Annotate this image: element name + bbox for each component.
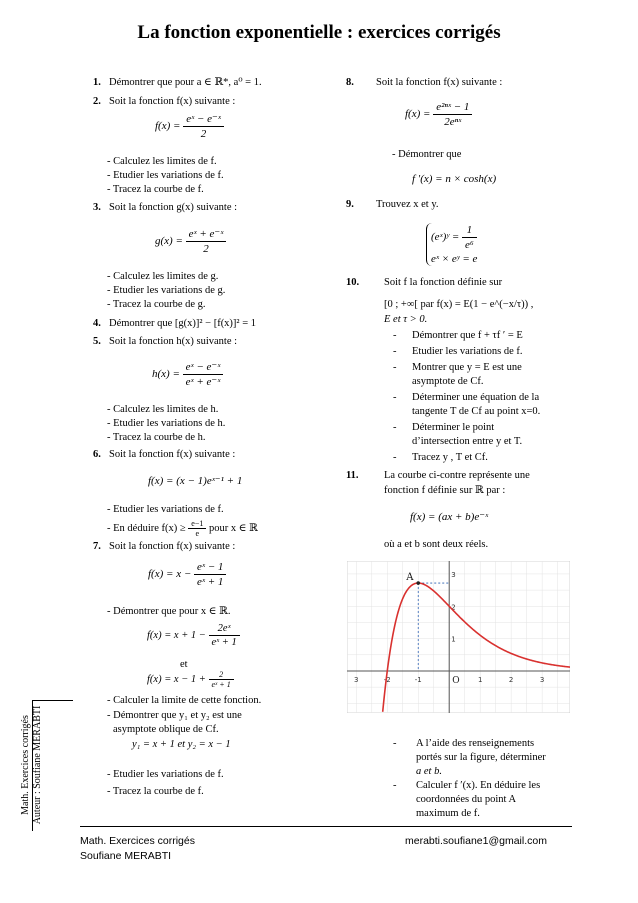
ex8-formula-2: f ′(x) = n × cosh(x) — [412, 173, 497, 185]
ex2-formula-den: 2 — [200, 128, 207, 140]
ex3-bullet-1: - Calculez les limites de g. — [107, 271, 219, 282]
ex11-dash-2: - — [393, 780, 397, 791]
ex2-bullet-2: - Etudier les variations de f. — [107, 170, 224, 181]
ex5-bullet-1: - Calculez les limites de h. — [107, 404, 219, 415]
ex10 — [346, 276, 502, 289]
ex11-formula: f(x) = (ax + b)e⁻ˣ — [410, 511, 489, 523]
ex7-form-2-den: eˣ + 1 — [211, 680, 231, 689]
footer-left-2: Soufiane MERABTI — [80, 850, 172, 862]
ex3-number: 3. — [93, 202, 101, 213]
ex10-dash-1: - — [393, 330, 397, 341]
ex2-number: 2. — [93, 96, 101, 107]
ex6-frac-den: e — [195, 529, 200, 538]
ex9-eq-1-num: 1 — [462, 223, 477, 238]
ex2-formula-lhs: f(x) = — [155, 120, 181, 133]
x-tick-label: 1 — [477, 675, 483, 684]
ex10-line-3: E et τ > 0. — [384, 314, 428, 325]
sidebar — [14, 700, 74, 830]
x-tick-label: 3 — [539, 675, 545, 684]
ex3 — [93, 201, 237, 214]
ex2-bullet-3: - Tracez la courbe de f. — [107, 184, 204, 195]
ex1-number: 1. — [93, 77, 101, 88]
ex7-bullet-2: - Calculer la limite de cette fonction. — [107, 695, 262, 706]
ex6-frac-num: e−1 — [188, 519, 206, 529]
footer-divider — [80, 826, 572, 827]
ex6-bullet-2-b: pour x ∈ ℝ — [208, 522, 258, 534]
sidebar-text — [20, 700, 44, 830]
ex7-bullet-5: - Tracez la courbe de f. — [107, 786, 204, 797]
ex10-bullet-1: Démontrer que f + τf ′ = E — [412, 330, 523, 341]
ex10-dash-3: - — [393, 362, 397, 373]
ex7 — [93, 540, 235, 553]
ex2-formula-num: eˣ − e⁻ˣ — [183, 112, 224, 127]
ex9 — [346, 198, 439, 211]
ex10-bullet-2: Etudier les variations de f. — [412, 346, 523, 357]
ex9-text: Trouvez x et y. — [376, 199, 439, 210]
ex4 — [93, 317, 256, 330]
ex3-bullet-3: - Tracez la courbe de g. — [107, 299, 206, 310]
ex4-number: 4. — [93, 318, 101, 329]
ex10-number: 10. — [346, 277, 360, 288]
function-graph — [347, 561, 570, 713]
ex9-eq-1-den: e⁶ — [465, 239, 474, 251]
ex5-number: 5. — [93, 336, 101, 347]
ex11-line-2: fonction f définie sur ℝ par : — [384, 485, 506, 496]
graph-frame — [347, 561, 570, 713]
ex7-form-1 — [147, 622, 240, 649]
ex7-et: et — [180, 659, 188, 670]
ex5-formula-lhs: h(x) = — [152, 368, 180, 381]
ex11-bullet-2: Calculer f ′(x). En déduire les — [416, 780, 541, 791]
ex11-bullet-2c: maximum de f. — [416, 808, 480, 819]
ex5-text: Soit la fonction h(x) suivante : — [109, 336, 238, 347]
ex7-formula — [148, 560, 226, 589]
ex7-formula-num: eˣ − 1 — [194, 560, 226, 575]
sidebar-line-2: Auteur : Soufiane MERABTI — [32, 705, 43, 825]
ex9-eq-2: eˣ × eʸ = e — [431, 253, 478, 265]
ex11-line-3: où a et b sont deux réels. — [384, 539, 489, 550]
ex6-bullet-1: - Etudier les variations de f. — [107, 504, 224, 515]
ex9-system — [426, 223, 477, 266]
ex8-formula — [405, 100, 472, 129]
ex3-text: Soit la fonction g(x) suivante : — [109, 202, 238, 213]
ex10-dash-2: - — [393, 346, 397, 357]
page-title: La fonction exponentielle : exercices corrigés — [137, 22, 501, 43]
ex8 — [346, 76, 502, 89]
ex11-bullet-1b: portés sur la figure, déterminer — [416, 752, 546, 763]
ex7-form-2 — [147, 670, 234, 689]
ex5 — [93, 335, 237, 348]
x-tick-label: 3 — [354, 675, 359, 684]
ex10-bullet-3b: asymptote de Cf. — [412, 376, 484, 387]
ex6-number: 6. — [93, 449, 101, 460]
ex11-bullet-2b: coordonnées du point A — [416, 794, 517, 805]
ex10-dash-5: - — [393, 422, 397, 433]
ex11-line-1: La courbe ci-contre représente une — [384, 470, 530, 481]
ex3-formula-lhs: g(x) = — [155, 235, 183, 248]
ex11-dash-1: - — [393, 738, 397, 749]
point-a-marker — [416, 581, 420, 585]
ex6-bullet-2 — [107, 519, 258, 538]
ex6-formula: f(x) = (x − 1)eˣ⁻¹ + 1 — [148, 475, 243, 487]
origin-label: O — [452, 675, 460, 686]
ex8-number: 8. — [346, 77, 354, 88]
ex8-formula-num: e²ⁿˣ − 1 — [433, 100, 472, 115]
ex11-number: 11. — [346, 470, 359, 481]
ex1-text: Démontrer que pour a ∈ ℝ*, a⁰ = 1. — [109, 77, 262, 88]
ex8-formula-den: 2eⁿˣ — [444, 116, 462, 128]
ex10-bullet-3: Montrer que y = E est une — [412, 362, 522, 373]
ex8-text: Soit la fonction f(x) suivante : — [376, 77, 503, 88]
sidebar-line-1: Math. Exercices corrigés — [20, 715, 31, 815]
ex5-bullet-3: - Tracez la courbe de h. — [107, 432, 206, 443]
ex4-text: Démontrer que [g(x)]² − [f(x)]² = 1 — [109, 318, 256, 329]
ex10-dash-4: - — [393, 392, 397, 403]
ex7-formula-den: eˣ + 1 — [197, 576, 224, 588]
ex5-formula-den: eˣ + e⁻ˣ — [185, 376, 221, 388]
ex2-formula — [155, 112, 224, 141]
ex7-asymptotes: y₁ = x + 1 et y₂ = x − 1 — [132, 739, 231, 750]
ex8-bullet-1: - Démontrer que — [392, 149, 462, 160]
ex3-formula-num: eˣ + e⁻ˣ — [186, 227, 227, 242]
ex10-bullet-5b: d’intersection entre y et T. — [412, 436, 523, 447]
ex7-form-1-den: eˣ + 1 — [211, 637, 237, 648]
footer-left-1: Math. Exercices corrigés — [80, 835, 195, 847]
ex6-bullet-2-a: - En déduire f(x) ≥ — [107, 522, 186, 534]
point-a-label: A — [406, 572, 414, 584]
ex7-text: Soit la fonction f(x) suivante : — [109, 541, 236, 552]
y-tick-label: 3 — [451, 570, 456, 579]
ex7-bullet-4: - Etudier les variations de f. — [107, 769, 224, 780]
ex9-number: 9. — [346, 199, 354, 210]
ex11-bullet-1c: a et b. — [416, 766, 442, 777]
ex2 — [93, 95, 235, 108]
y-tick-label: 1 — [451, 635, 456, 644]
ex9-eq-1 — [431, 223, 477, 252]
x-tick-label: 2 — [508, 675, 514, 684]
ex7-form-1-lhs: f(x) = x + 1 − — [147, 629, 206, 641]
y-tick-label: 2 — [451, 603, 456, 612]
x-tick-label: -2 — [383, 675, 391, 684]
ex7-form-2-lhs: f(x) = x − 1 + — [147, 673, 206, 685]
ex10-line-1: Soit f la fonction définie sur — [384, 277, 503, 288]
ex6-text: Soit la fonction f(x) suivante : — [109, 449, 236, 460]
ex10-bullet-5: Déterminer le point — [412, 422, 495, 433]
ex10-dash-6: - — [393, 452, 397, 463]
ex7-bullet-3b: asymptote oblique de Cf. — [113, 724, 219, 735]
ex5-bullet-2: - Etudier les variations de h. — [107, 418, 226, 429]
footer-email: merabti.soufiane1@gmail.com — [405, 835, 547, 847]
ex7-form-1-num: 2eˣ — [209, 622, 240, 636]
ex2-text: Soit la fonction f(x) suivante : — [109, 96, 236, 107]
ex11-bullet-1: A l’aide des renseignements — [416, 738, 535, 749]
ex1 — [93, 76, 262, 89]
ex10-bullet-4b: tangente T de Cf au point x=0. — [412, 406, 541, 417]
ex5-formula-num: eˣ − e⁻ˣ — [183, 360, 224, 375]
ex7-bullet-1: - Démontrer que pour x ∈ ℝ. — [107, 606, 231, 617]
ex2-bullet-1: - Calculez les limites de f. — [107, 156, 217, 167]
ex10-bullet-4: Déterminer une équation de la — [412, 392, 540, 403]
ex7-number: 7. — [93, 541, 101, 552]
ex6 — [93, 448, 235, 461]
ex8-formula-lhs: f(x) = — [405, 108, 431, 121]
ex7-formula-lhs: f(x) = x − — [148, 568, 192, 581]
ex7-form-2-num: 2 — [209, 670, 234, 680]
ex10-line-2: [0 ; +∞[ par f(x) = E(1 − e^(−x/τ)) , — [384, 299, 534, 310]
ex7-bullet-3: - Démontrer que y₁ et y₂ est une — [107, 710, 242, 721]
ex9-eq-1-lhs: (eˣ)ʸ = — [431, 231, 460, 244]
ex3-bullet-2: - Etudier les variations de g. — [107, 285, 226, 296]
ex11 — [346, 469, 530, 482]
ex10-bullet-6: Tracez y , T et Cf. — [412, 452, 488, 463]
x-tick-label: -1 — [414, 675, 422, 684]
ex5-formula — [152, 360, 223, 389]
ex3-formula-den: 2 — [203, 243, 209, 255]
ex3-formula — [155, 227, 226, 256]
